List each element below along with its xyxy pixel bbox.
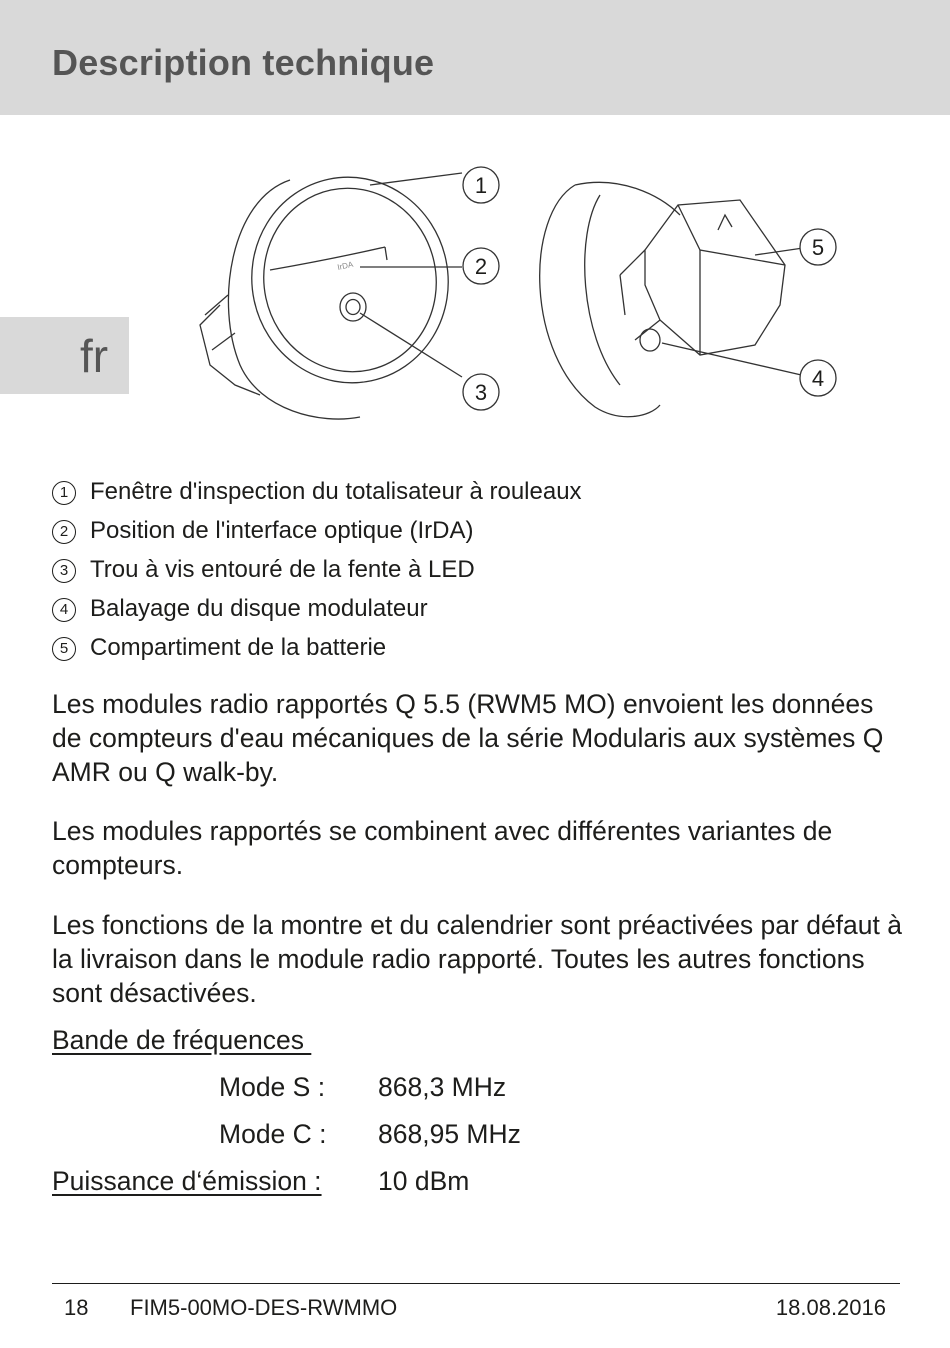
language-tab-label: fr (80, 330, 109, 382)
legend-number: 5 (52, 637, 76, 661)
emission-power-value: 10 dBm (378, 1166, 470, 1196)
legend-text: Fenêtre d'inspection du totalisateur à rouleaux (90, 478, 582, 505)
mode-c-label: Mode C : (219, 1119, 327, 1149)
legend-text: Trou à vis entouré de la fente à LED (90, 556, 475, 583)
callout-1-label: 1 (474, 173, 488, 198)
callout-4 (800, 360, 836, 396)
document-date: 18.08.2016 (775, 1295, 886, 1320)
footer-rule (52, 1283, 900, 1284)
legend-text: Position de l'interface optique (IrDA) (90, 517, 474, 544)
legend-number: 4 (52, 598, 76, 622)
callout-2 (463, 248, 499, 284)
paragraph-functions: Les fonctions de la montre et du calendrier sont préactivées par défaut à la livraison dans le module radio rapporté. Toutes les autres fonctions sont désactivées. (52, 910, 902, 1008)
callout-4-label: 4 (811, 366, 825, 391)
legend-text: Compartiment de la batterie (90, 634, 387, 661)
legend-item (52, 550, 582, 589)
mode-s-value: 868,3 MHz (378, 1072, 507, 1102)
legend-number: 3 (52, 559, 76, 583)
legend-item (52, 628, 582, 667)
document-code: FIM5-00MO-DES-RWMMO (130, 1295, 398, 1320)
legend-number: 1 (52, 481, 76, 505)
legend-item (52, 472, 582, 511)
legend-list (52, 472, 582, 667)
paragraph-intro: Les modules radio rapportés Q 5.5 (RWM5 MO) envoient les données de compteurs d'eau mécaniques de la série Modularis aux systèmes Q AMR ou Q walk-by. (52, 689, 884, 787)
callout-3-label: 3 (474, 380, 488, 405)
legend-item (52, 589, 582, 628)
paragraph-variants: Les modules rapportés se combinent avec différentes variantes de compteurs. (52, 816, 833, 880)
callout-5 (800, 229, 836, 265)
callout-3 (463, 374, 499, 410)
callout-5-label: 5 (811, 235, 825, 260)
module-back-view (540, 182, 810, 416)
irda-label: IrDA (336, 259, 355, 272)
callout-2-label: 2 (474, 254, 488, 279)
frequency-band-heading: Bande de fréquences (52, 1025, 312, 1055)
mode-c-value: 868,95 MHz (378, 1119, 521, 1149)
module-front-view (200, 159, 467, 419)
callout-1 (463, 167, 499, 203)
language-tab (0, 317, 129, 394)
module-illustration (180, 155, 860, 430)
legend-number: 2 (52, 520, 76, 544)
legend-text: Balayage du disque modulateur (90, 595, 428, 622)
page-title: Description technique (52, 42, 435, 83)
page-number: 18 (64, 1295, 89, 1320)
emission-power-label: Puissance d‘émission : (52, 1166, 322, 1196)
mode-s-label: Mode S : (219, 1072, 326, 1102)
legend-item (52, 511, 582, 550)
